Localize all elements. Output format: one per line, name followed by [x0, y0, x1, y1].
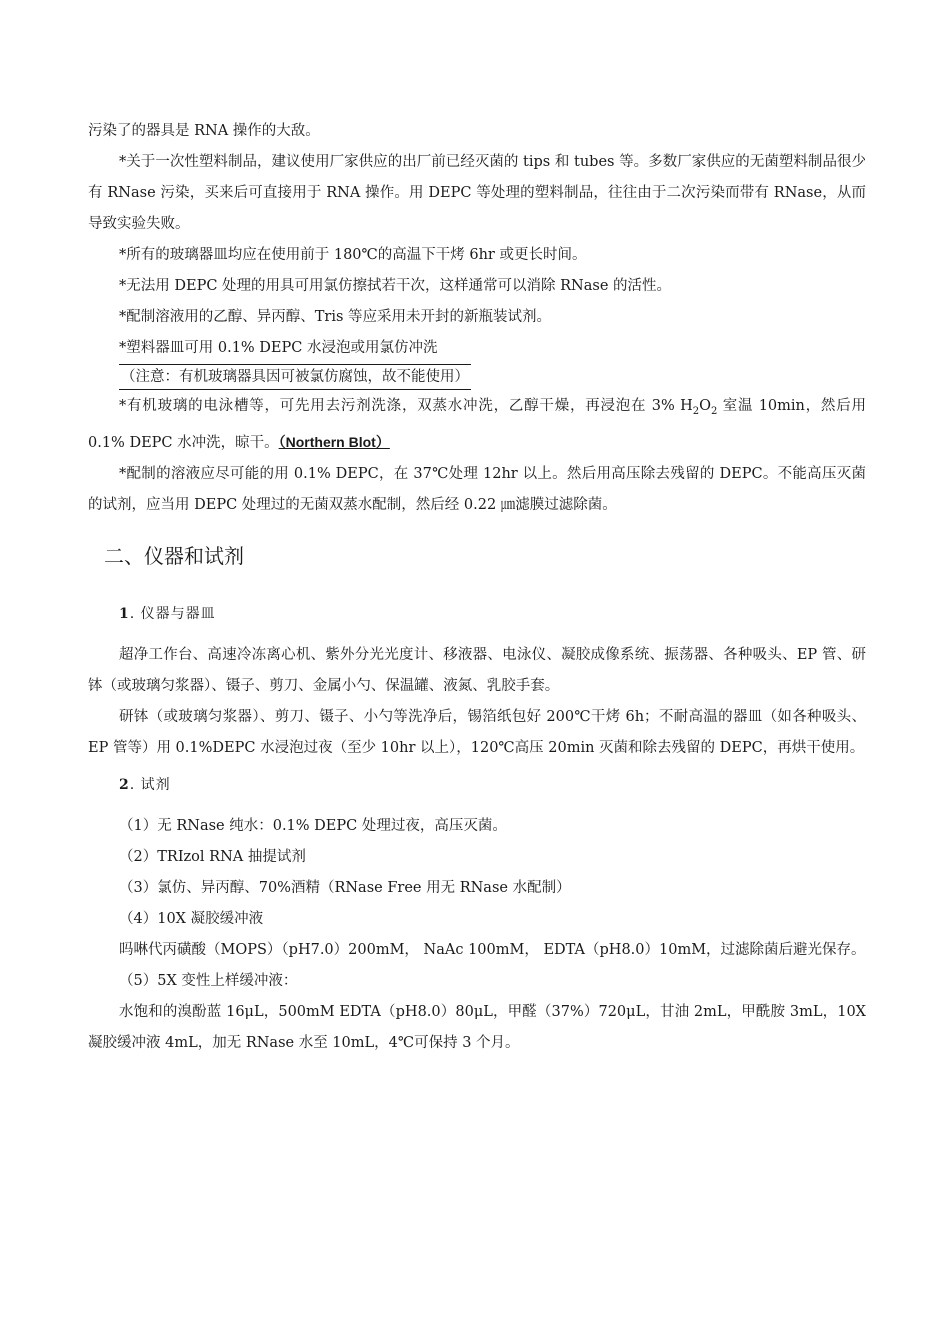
paragraph-electrophoresis-a: *有机玻璃的电泳槽等，可先用去污剂洗涤，双蒸水冲洗，乙醇干燥，再浸泡在 3% H: [119, 398, 693, 414]
paragraph-glassware: *所有的玻璃器皿均应在使用前于 180℃的高温下干烤 6hr 或更长时间。: [119, 247, 587, 263]
paragraph-electrophoresis-b: O: [699, 398, 712, 414]
reagent-item-3: （3）氯仿、异丙醇、70%酒精（RNase Free 用无 RNase 水配制）: [119, 880, 571, 896]
paragraph-plastic-soak: *塑料器皿可用 0.1% DEPC 水浸泡或用氯仿冲洗: [119, 340, 438, 356]
document-page: [88, 116, 866, 1059]
subheading-equipment-number: 1: [119, 606, 130, 622]
paragraph-chloroform: *无法用 DEPC 处理的用具可用氯仿擦拭若干次，这样通常可以消除 RNase 的活性。: [119, 278, 672, 294]
subscript-2b: 2: [711, 406, 718, 417]
note-box: [88, 364, 866, 391]
subheading-reagents-number: 2: [119, 777, 130, 793]
reagent-item-5: （5）5X 变性上样缓冲液：: [119, 973, 298, 989]
paragraph-electrophoresis: [88, 391, 866, 459]
paragraph-depc-solution: *配制的溶液应尽可能的用 0.1% DEPC，在 37℃处理 12hr 以上。然后用高压除去残留的 DEPC。不能高压灭菌的试剂，应当用 DEPC 处理过的无菌双蒸水配制，然后经 0.22 ㎛滤膜过滤除菌。: [88, 466, 866, 513]
section-title-instruments: 二、仪器和试剂: [104, 544, 244, 568]
paragraph-equipment-list: 超净工作台、高速冷冻离心机、紫外分光光度计、移液器、电泳仪、凝胶成像系统、振荡器、各种吸头、EP 管、研钵（或玻璃匀浆器）、镊子、剪刀、金属小勺、保温罐、液氮、乳胶手套。: [88, 647, 866, 694]
paragraph-electrophoresis-c: 室温 10min，然后用 0.1% DEPC 水冲洗，晾干。: [88, 398, 866, 451]
paragraph-plastics: *关于一次性塑料制品，建议使用厂家供应的出厂前已经灭菌的 tips 和 tubes 等。多数厂家供应的无菌塑料制品很少有 RNase 污染，买来后可直接用于 RNA 操作。用 DEPC 等处理的塑料制品，往往由于二次污染而带有 RNase，从而导致实验失败。: [88, 154, 866, 232]
paragraph-equipment-treatment: 研钵（或玻璃匀浆器）、剪刀、镊子、小勺等洗净后，锡箔纸包好 200℃干烤 6h；不耐高温的器皿（如各种吸头、EP 管等）用 0.1%DEPC 水浸泡过夜（至少 10hr 以上），120℃高压 20min 灭菌和除去残留的 DEPC，再烘干使用。: [88, 709, 866, 756]
subheading-reagents: [88, 770, 866, 801]
paragraph-reagents: *配制溶液用的乙醇、异丙醇、Tris 等应采用未开封的新瓶装试剂。: [119, 309, 552, 325]
reagent-item-1: （1）无 RNase 纯水：0.1% DEPC 处理过夜，高压灭菌。: [119, 818, 507, 834]
reagent-item-4: （4）10X 凝胶缓冲液: [119, 911, 264, 927]
reagent-item-4-detail: 吗啉代丙磺酸（MOPS）（pH7.0）200mM， NaAc 100mM， EDTA（pH8.0）10mM，过滤除菌后避光保存。: [119, 942, 866, 958]
subscript-2a: 2: [692, 406, 700, 417]
subheading-equipment-title: . 仪器与器皿: [129, 606, 216, 622]
reagent-item-2: （2）TRIzol RNA 抽提试剂: [119, 849, 306, 865]
subheading-reagents-title: . 试剂: [129, 777, 171, 793]
paragraph-intro: 污染了的器具是 RNA 操作的大敌。: [88, 123, 320, 139]
note-text: （注意：有机玻璃器具因可被氯仿腐蚀，故不能使用）: [119, 364, 471, 390]
northern-blot-link[interactable]: （Northern Blot）: [278, 434, 390, 450]
subheading-equipment: [88, 599, 866, 630]
reagent-item-5-detail: 水饱和的溴酚蓝 16μL，500mM EDTA（pH8.0）80μL，甲醛（37%）720μL，甘油 2mL，甲酰胺 3mL，10X 凝胶缓冲液 4mL，加无 RNase 水至 10mL，4℃可保持 3 个月。: [88, 1004, 866, 1051]
